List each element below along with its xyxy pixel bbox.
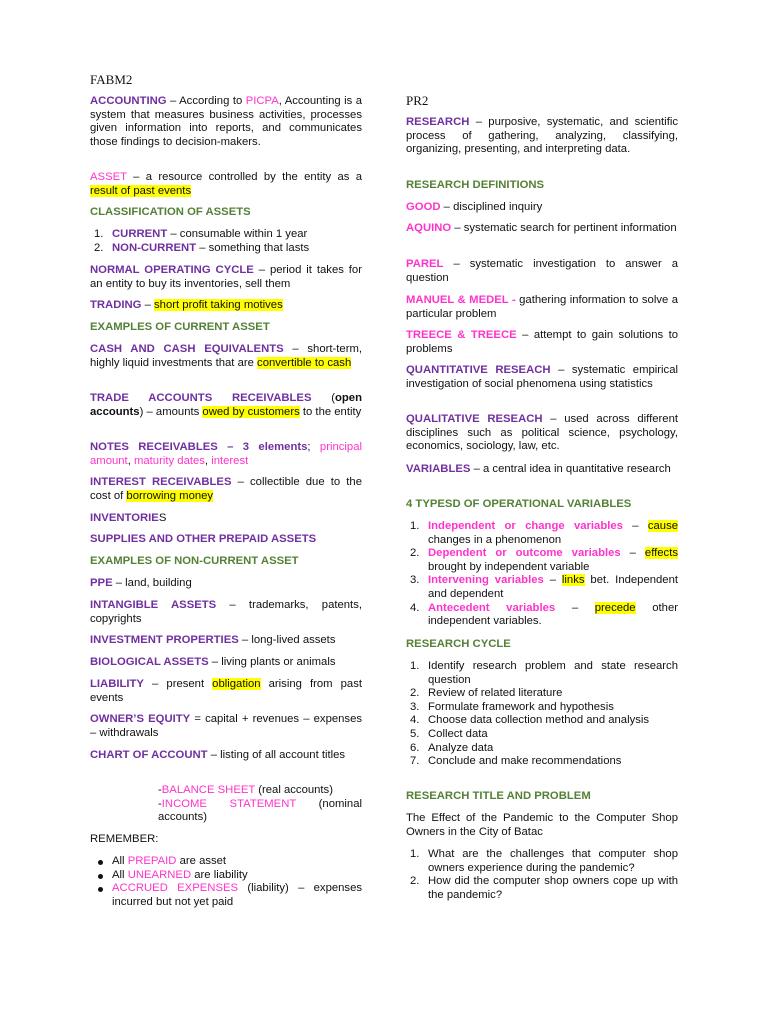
variables-definition: VARIABLES – a central idea in quantitative research xyxy=(406,463,671,475)
list-item: -BALANCE SHEET (real accounts) xyxy=(158,784,333,796)
list-item: 1. Identify research problem and state research question xyxy=(410,660,678,686)
remember-heading: REMEMBER: xyxy=(90,833,159,845)
qualitative-definition: QUALITATIVE RESEACH – used across different disciplines such as political science, psychology, economics, sociology, law, etc. xyxy=(406,413,678,453)
investment-definition: INVESTMENT PROPERTIES – long-lived assets xyxy=(90,634,336,646)
chart-list xyxy=(90,784,362,825)
list-item: 2. How did the computer shop owners cope up with the pandemic? xyxy=(410,875,678,901)
questions-list xyxy=(406,848,678,902)
list-item: 3. Formulate framework and hypothesis xyxy=(410,700,614,713)
list-item: 2. Review of related literature xyxy=(410,687,563,700)
intangible-definition: INTANGIBLE ASSETS – trademarks, patents, copyrights xyxy=(90,599,362,625)
classification-heading: CLASSIFICATION OF ASSETS xyxy=(90,206,251,218)
noc-definition: NORMAL OPERATING CYCLE – period it takes for an entity to buy its inventories, sell them xyxy=(90,264,362,290)
list-item: 7. Conclude and make recommendations xyxy=(410,755,622,768)
fabm2-title: FABM2 xyxy=(90,72,133,87)
study-title: The Effect of the Pandemic to the Computer Shop Owners in the City of Batac xyxy=(406,812,678,838)
manuel-definition: MANUEL & MEDEL - gathering information to solve a particular problem xyxy=(406,294,678,320)
list-item: 3. Intervening variables – links bet. Independent and dependent xyxy=(410,574,679,600)
list-item: -INCOME STATEMENT (nominal accounts) xyxy=(158,797,362,824)
classification-list xyxy=(90,228,362,255)
operational-list xyxy=(406,520,678,629)
biological-definition: BIOLOGICAL ASSETS – living plants or animals xyxy=(90,656,336,668)
remember-list xyxy=(90,855,362,909)
research-definition: RESEARCH – purposive, systematic, and scientific process of gathering, analyzing, classifying, organizing, presenting, and interpreting data. xyxy=(406,116,678,156)
pr2-title: PR2 xyxy=(406,93,429,108)
supplies-heading: SUPPLIES AND OTHER PREPAID ASSETS xyxy=(90,533,317,545)
treece-definition: TREECE & TREECE – attempt to gain solutions to problems xyxy=(406,329,678,355)
notes-receivables-definition: NOTES RECEIVABLES – 3 elements; principal amount, maturity dates, interest xyxy=(90,441,362,467)
trading-definition: TRADING – short profit taking motives xyxy=(90,299,283,311)
liability-definition: LIABILITY – present obligation arising from past events xyxy=(90,678,362,704)
list-item: 6. Analyze data xyxy=(410,741,494,754)
parel-definition: PAREL – systematic investigation to answer a question xyxy=(406,258,678,284)
list-item: 4. Choose data collection method and analysis xyxy=(410,714,650,727)
asset-definition: ASSET – a resource controlled by the entity as a result of past events xyxy=(90,171,362,197)
inventories-heading: INVENTORIES xyxy=(90,512,167,524)
interest-receivables-definition: INTEREST RECEIVABLES – collectible due to the cost of borrowing money xyxy=(90,476,362,502)
definitions-heading: RESEARCH DEFINITIONS xyxy=(406,179,545,191)
aquino-definition: AQUINO – systematic search for pertinent information xyxy=(406,222,677,234)
list-item: 5. Collect data xyxy=(410,727,488,740)
list-item: 1. Independent or change variables – cause changes in a phenomenon xyxy=(410,520,679,546)
equity-definition: OWNER’S EQUITY = capital + revenues – expenses – withdrawals xyxy=(90,713,363,739)
operational-heading: 4 TYPESD OF OPERATIONAL VARIABLES xyxy=(406,498,632,510)
accounting-definition: ACCOUNTING – According to PICPA, Accounting is a system that measures business activities, processes given information into reports, and communicates those findings to decision-makers. xyxy=(90,95,362,148)
cash-definition: CASH AND CASH EQUIVALENTS – short-term, highly liquid investments that are convertible to cash xyxy=(90,343,363,369)
title-problem-heading: RESEARCH TITLE AND PROBLEM xyxy=(406,790,591,802)
list-item: 1. What are the challenges that computer shop owners experience during the pandemic? xyxy=(410,848,678,874)
list-item: All PREPAID are asset xyxy=(90,855,362,869)
list-item: 1. CURRENT – consumable within 1 year xyxy=(94,228,308,240)
list-item: 2. Dependent or outcome variables – effects brought by independent variable xyxy=(410,547,678,573)
cycle-list xyxy=(406,660,678,769)
trade-receivables-definition: TRADE ACCOUNTS RECEIVABLES (open accounts) – amounts owed by customers to the entity xyxy=(90,392,362,418)
good-definition: GOOD – disciplined inquiry xyxy=(406,201,543,213)
cycle-heading: RESEARCH CYCLE xyxy=(406,638,511,650)
ppe-definition: PPE – land, building xyxy=(90,577,192,589)
list-item: All UNEARNED are liability xyxy=(90,869,362,883)
list-item: 2. NON-CURRENT – something that lasts xyxy=(94,241,310,254)
examples-current-heading: EXAMPLES OF CURRENT ASSET xyxy=(90,321,270,333)
examples-noncurrent-heading: EXAMPLES OF NON-CURRENT ASSET xyxy=(90,555,299,567)
quantitative-definition: QUANTITATIVE RESEACH – systematic empirical investigation of social phenomena using statistics xyxy=(406,364,678,390)
chart-definition: CHART OF ACCOUNT – listing of all account titles xyxy=(90,749,346,761)
list-item: ACCRUED EXPENSES (liability) – expenses incurred but not yet paid xyxy=(90,882,362,909)
list-item: 4. Antecedent variables – precede other independent variables. xyxy=(410,601,678,628)
